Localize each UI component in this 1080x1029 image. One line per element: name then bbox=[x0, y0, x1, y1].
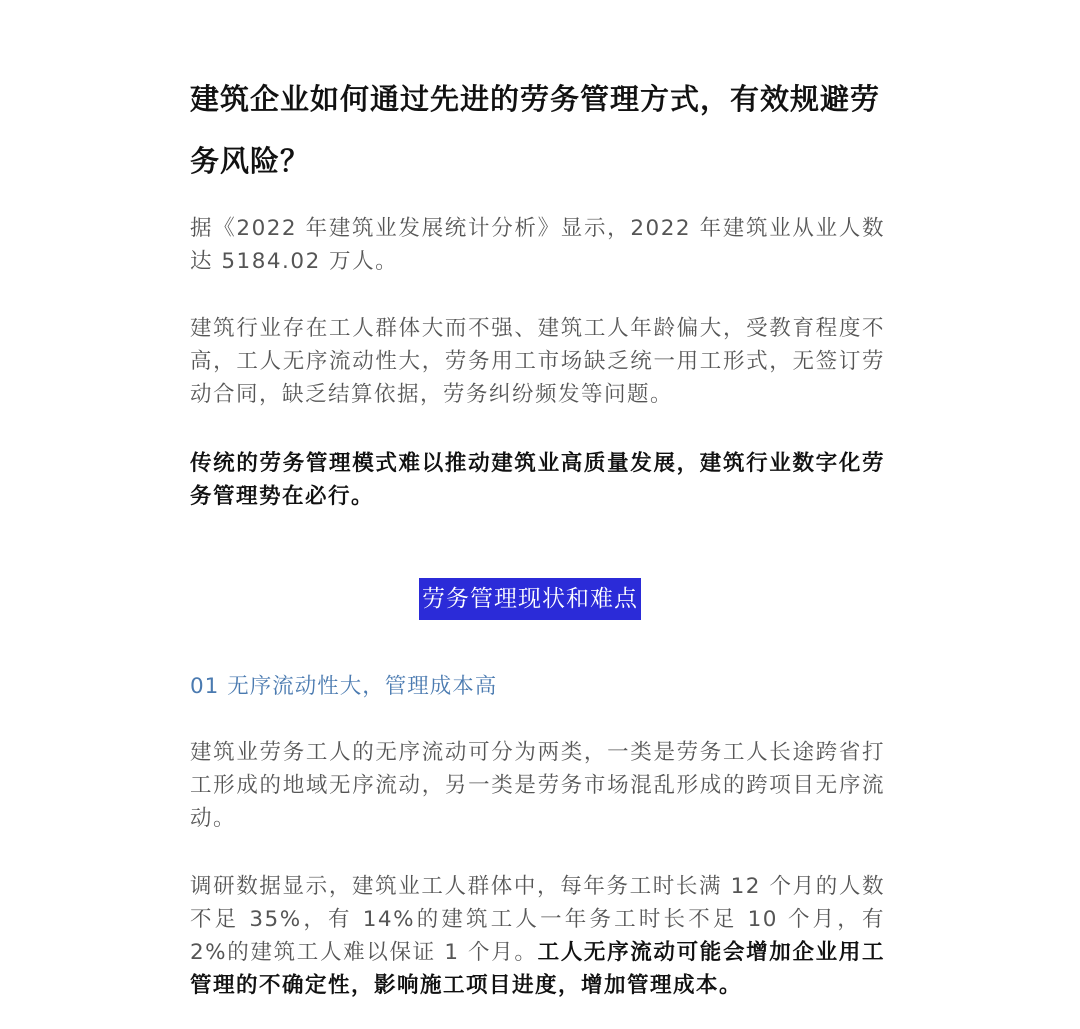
paragraph-statistics: 据《2022 年建筑业发展统计分析》显示，2022 年建筑业从业人数达 5184.02 万人。 bbox=[190, 216, 885, 274]
survey-data-text: 调研数据显示，建筑业工人群体中，每年务工时长满 12 个月的人数不足 35%，有 14%的建筑工人一年务工时长不足 10 个月，有 2%的建筑工人难以保证 1 个月。 bbox=[190, 874, 885, 965]
survey-data-emphasis: 工人无序流动可能会增加企业用工管理的不确定性，影响施工项目进度，增加管理成本。 bbox=[190, 940, 885, 998]
paragraph-conclusion: 传统的劳务管理模式难以推动建筑业高质量发展，建筑行业数字化劳务管理势在必行。 bbox=[190, 451, 885, 509]
section-title: 劳务管理现状和难点 bbox=[419, 578, 641, 620]
subheading: 01 无序流动性大，管理成本高 bbox=[190, 674, 498, 699]
paragraph-industry-problems: 建筑行业存在工人群体大而不强、建筑工人年龄偏大，受教育程度不高，工人无序流动性大，劳务用工市场缺乏统一用工形式，无签订劳动合同，缺乏结算依据，劳务纠纷频发等问题。 bbox=[190, 316, 885, 407]
section-header bbox=[190, 578, 885, 620]
paragraph-survey-data bbox=[190, 870, 885, 1002]
article-title: 建筑企业如何通过先进的劳务管理方式，有效规避劳务风险？ bbox=[190, 82, 881, 178]
paragraph-mobility-types: 建筑业劳务工人的无序流动可分为两类，一类是劳务工人长途跨省打工形成的地域无序流动，另一类是劳务市场混乱形成的跨项目无序流动。 bbox=[190, 740, 885, 831]
